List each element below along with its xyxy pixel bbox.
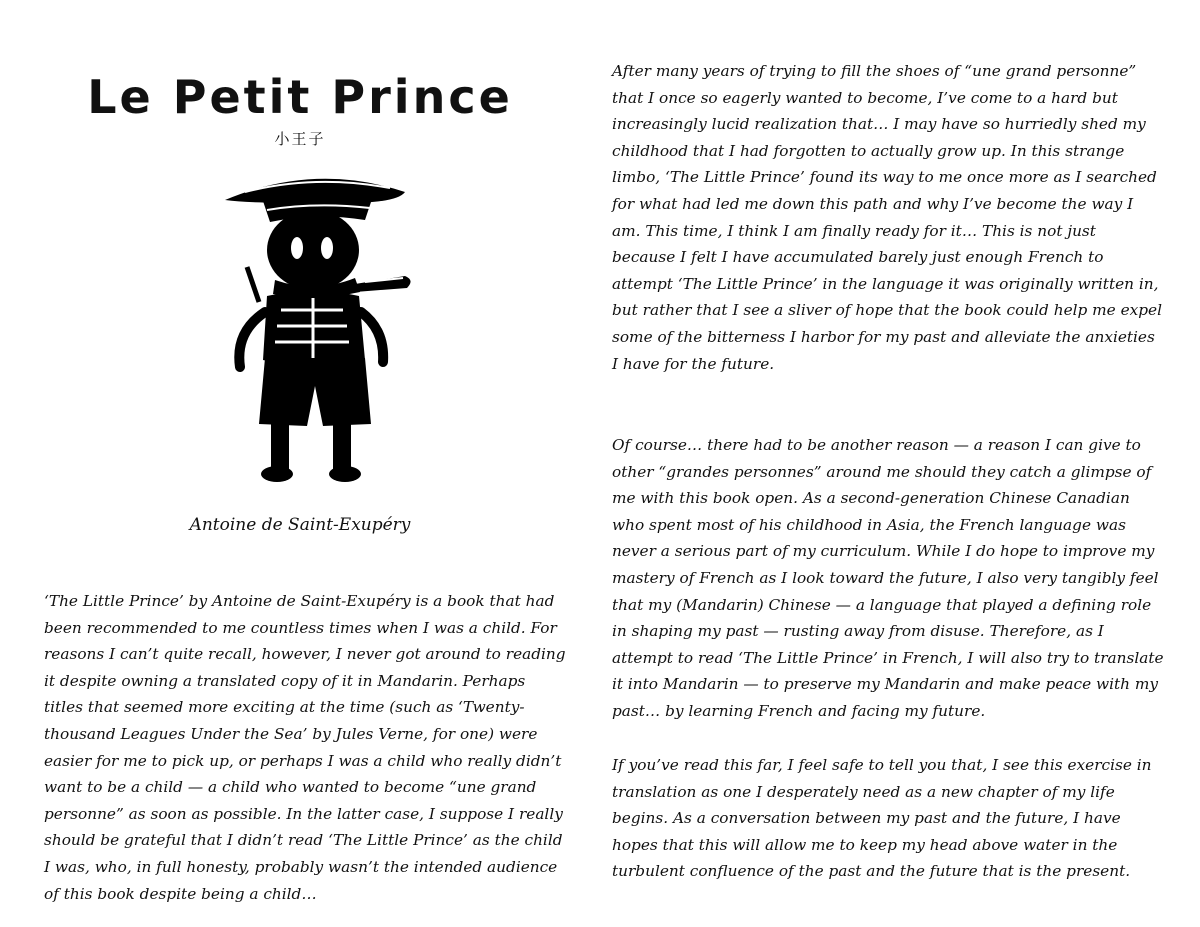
book-title: Le Petit Prince: [87, 70, 513, 124]
right-page: [600, 0, 1200, 927]
paragraph-2: Of course… there had to be another reason — a reason I can give to other “grandes personnes” around me should they catch a glimpse of me with this book open. As a second-generation Chinese Canadian who spent most of his childhood in Asia, the French language was never a serious part of my curriculum. While I do hope to improve my mastery of French as I look toward the future, I also very tangibly feel that my (Mandarin) Chinese — a language that played a defining role in shaping my past — rusting away from disuse. Therefore, as I attempt to read ‘The Little Prince’ in French, I will also try to translate it into Mandarin — to preserve my Mandarin and make peace with my past… by learning French and facing my future.: [612, 436, 1164, 720]
paragraph-1: After many years of trying to fill the shoes of “une grand personne” that I once so eagerly wanted to become, I’ve come to a hard but increasingly lucid realization that… I may have so hurriedly shed my childhood that I had forgotten to actually grow up. In this strange limbo, ‘The Little Prince’ found its way to me once more as I searched for what had led me down this path and why I’ve become the way I am. This time, I think I am finally ready for it… This is not just because I felt I have accumulated barely just enough French to attempt ‘The Little Prince’ in the language it was originally written in, but rather that I see a sliver of hope that the book could help me expel some of the bitterness I harbor for my past and alleviate the anxieties I have for the future.: [612, 62, 1163, 373]
little-prince-illustration: [215, 162, 415, 492]
paragraph-3: If you’ve read this far, I feel safe to tell you that, I see this exercise in translation as one I desperately need as a new chapter of my life begins. As a conversation between my past and the future, I have hopes that this will allow me to keep my head above water in the turbulent confluence of the past and the future that is the present.: [612, 756, 1152, 881]
book-subtitle-chinese: 小王子: [274, 130, 326, 148]
intro-paragraph: ‘The Little Prince’ by Antoine de Saint-Exupéry is a book that had been recommended to me countless times when I was a child. For reasons I can’t quite recall, however, I never got around to reading it despite owning a translated copy of it in Mandarin. Perhaps titles that seemed more exciting at the time (such as ‘Twenty-thousand Leagues Under the Sea’ by Jules Verne, for one) were easier for me to pick up, or perhaps I was a child who really didn’t want to be a child — a child who wanted to become “une grand personne” as soon as possible. In the latter case, I suppose I really should be grateful that I didn’t read ‘The Little Prince’ as the child I was, who, in full honesty, probably wasn’t the intended audience of this book despite being a child…: [44, 592, 566, 903]
author-name: Antoine de Saint-Exupéry: [189, 515, 411, 535]
